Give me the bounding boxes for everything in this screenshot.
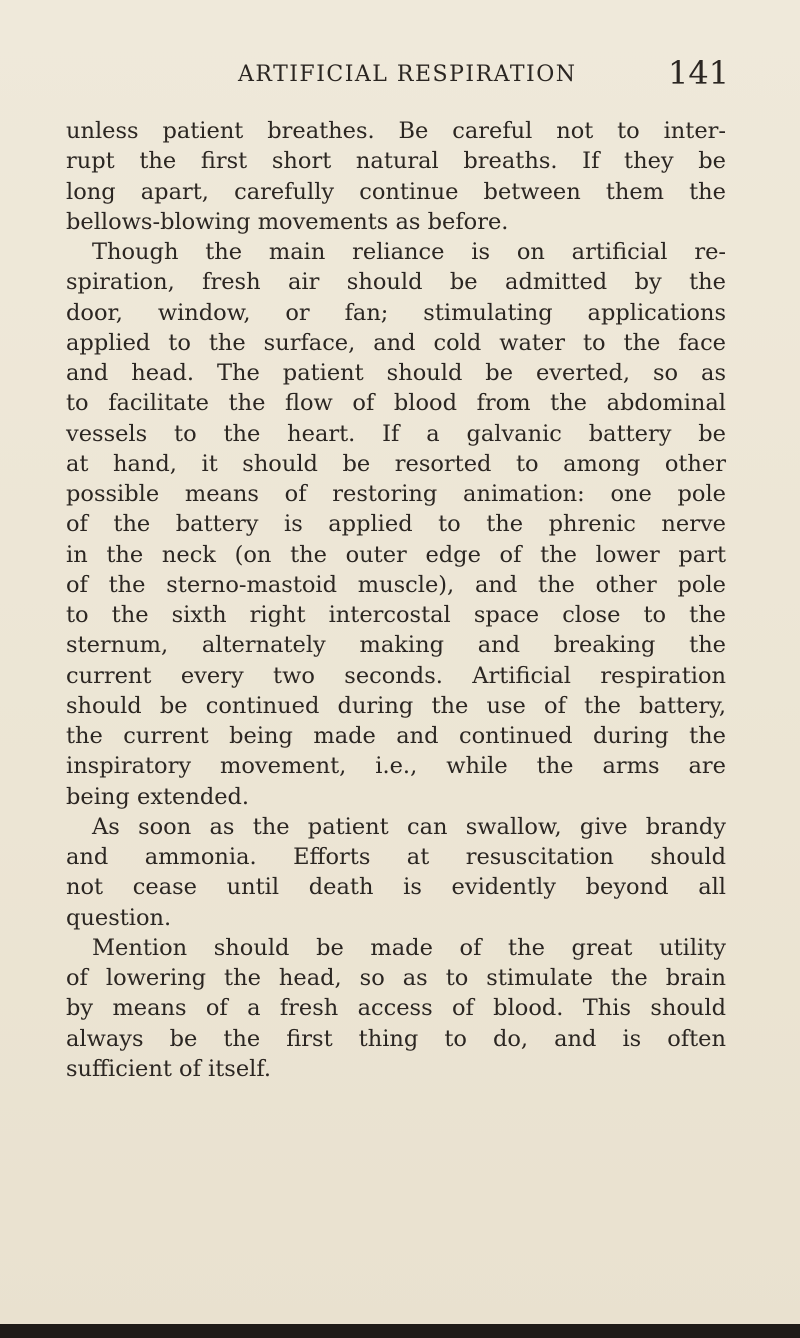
text-line: and ammonia. Efforts at resuscitation should (66, 844, 726, 870)
text-line: in the neck (on the outer edge of the lower part (66, 541, 726, 568)
running-head: ARTIFICIAL RESPIRATION (238, 62, 577, 87)
text-line: possible means of restoring animation: one pole (66, 481, 726, 507)
text-line: bellows-blowing movements as before. (66, 208, 509, 235)
text-line: to facilitate the flow of blood from the abdominal (66, 390, 726, 417)
text-line: by means of a fresh access of blood. This should (66, 995, 726, 1022)
text-line: applied to the surface, and cold water to the face (66, 329, 726, 356)
text-line: question. (66, 904, 172, 931)
text-line: Though the main reliance is on artificial re- (92, 239, 726, 265)
text-line: of the sterno-mastoid muscle), and the other pole (66, 571, 726, 598)
text-line: spiration, fresh air should be admitted by the (66, 269, 726, 296)
text-line: at hand, it should be resorted to among other (66, 450, 726, 477)
text-line: of the battery is applied to the phrenic nerve (66, 511, 726, 538)
text-line: sufficient of itself. (66, 1055, 272, 1082)
text-line: should be continued during the use of the battery, (66, 692, 726, 719)
text-line: door, window, or fan; stimulating applications (66, 299, 726, 326)
text-line: Mention should be made of the great utility (92, 934, 726, 961)
page-number: 141 (668, 54, 730, 92)
text-line: unless patient breathes. Be careful not to inter- (66, 118, 726, 144)
bottom-edge (0, 1324, 800, 1338)
text-line: to the sixth right intercostal space close to the (66, 602, 726, 628)
text-line: being extended. (66, 783, 250, 810)
text-line: long apart, carefully continue between them the (66, 178, 726, 205)
text-line: always be the first thing to do, and is often (66, 1025, 726, 1052)
text-line: inspiratory movement, i.e., while the arms are (66, 753, 726, 780)
text-line: current every two seconds. Artificial respiration (66, 662, 726, 689)
text-line: the current being made and continued during the (66, 723, 726, 749)
text-line: vessels to the heart. If a galvanic battery be (66, 420, 726, 447)
text-line: not cease until death is evidently beyond all (66, 874, 726, 901)
text-line: of lowering the head, so as to stimulate the brain (66, 965, 726, 991)
body-text (66, 116, 726, 1084)
text-line: As soon as the patient can swallow, give brandy (92, 813, 726, 840)
text-line: sternum, alternately making and breaking the (66, 632, 726, 659)
text-line: rupt the first short natural breaths. If they be (66, 148, 726, 175)
text-line: and head. The patient should be everted, so as (66, 360, 726, 386)
